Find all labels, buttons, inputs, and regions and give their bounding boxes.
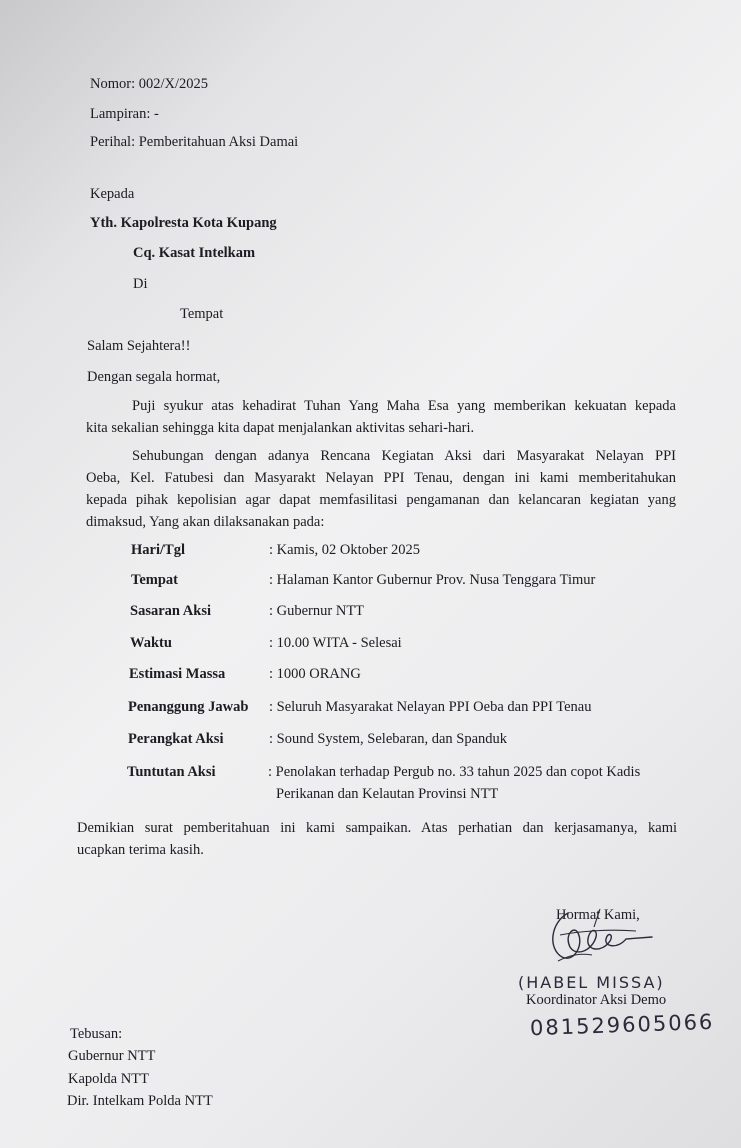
detail-label: Sasaran Aksi: [130, 603, 211, 619]
recipient-intro: Kepada: [90, 186, 135, 202]
detail-value: : Halaman Kantor Gubernur Prov. Nusa Tenggara Timur: [269, 572, 596, 588]
detail-value: : Gubernur NTT: [269, 603, 365, 619]
detail-value: : Kamis, 02 Oktober 2025: [269, 542, 421, 558]
detail-label: Tempat: [131, 572, 178, 588]
paragraph-1-line: kita sekalian sehingga kita dapat menjalankan aktivitas sehari-hari.: [86, 420, 475, 436]
paragraph-1-line: Puji syukur atas kehadirat Tuhan Yang Maha Esa yang memberikan kekuatan kepada: [132, 398, 676, 414]
detail-value: : Penolakan terhadap Pergub no. 33 tahun 2025 dan copot Kadis: [268, 764, 641, 780]
detail-value: : 10.00 WITA - Selesai: [269, 635, 402, 651]
closing-line: Demikian surat pemberitahuan ini kami sampaikan. Atas perhatian dan kerjasamanya, kami: [77, 820, 677, 836]
detail-label: Penanggung Jawab: [128, 699, 249, 715]
recipient-di: Di: [133, 276, 148, 292]
letter-number: Nomor: 002/X/2025: [90, 76, 209, 92]
recipient-name: Yth. Kapolresta Kota Kupang: [90, 215, 277, 231]
paragraph-2: [86, 445, 676, 533]
tebusan-item: Dir. Intelkam Polda NTT: [67, 1093, 213, 1109]
detail-label: Estimasi Massa: [129, 666, 226, 682]
recipient-place: Tempat: [180, 306, 224, 322]
subject-line: Perihal: Pemberitahuan Aksi Damai: [90, 134, 299, 150]
signature-name: (HABEL MISSA): [518, 973, 665, 992]
signature-phone: 081529605066: [529, 1009, 715, 1041]
signature-role: Koordinator Aksi Demo: [526, 992, 667, 1008]
tebusan-title: Tebusan:: [70, 1026, 123, 1042]
detail-value: : Sound System, Selebaran, dan Spanduk: [269, 731, 508, 747]
tebusan-item: Gubernur NTT: [68, 1048, 156, 1064]
detail-value-continued: Perikanan dan Kelautan Provinsi NTT: [276, 786, 499, 802]
tebusan-item: Kapolda NTT: [68, 1071, 149, 1087]
signature-scribble-icon: [540, 905, 670, 975]
paragraph-2-line: Sehubungan dengan adanya Rencana Kegiatan Aksi dari Masyarakat Nelayan PPI: [132, 448, 676, 464]
recipient-cq: Cq. Kasat Intelkam: [133, 245, 256, 261]
paragraph-2-line: kepada pihak kepolisian agar dapat memfasilitasi pengamanan dan kelancaran kegiatan yang: [86, 492, 676, 508]
detail-label: Waktu: [130, 635, 172, 651]
greeting-salam: Salam Sejahtera!!: [87, 338, 191, 354]
detail-value: : 1000 ORANG: [269, 666, 361, 682]
greeting-hormat: Dengan segala hormat,: [87, 369, 221, 385]
closing-paragraph: [77, 817, 677, 861]
detail-value: : Seluruh Masyarakat Nelayan PPI Oeba dan PPI Tenau: [269, 699, 592, 715]
detail-label: Hari/Tgl: [131, 542, 185, 558]
signature-greeting: Hormat Kami,: [556, 907, 640, 923]
attachment-line: Lampiran: -: [90, 106, 159, 122]
paragraph-2-line: dimaksud, Yang akan dilaksanakan pada:: [86, 514, 325, 530]
paragraph-2-line: Oeba, Kel. Fatubesi dan Masyarakt Nelayan PPI Tenau, dengan ini kami memberitahukan: [86, 470, 676, 486]
closing-line: ucapkan terima kasih.: [77, 842, 204, 858]
paragraph-1: [86, 395, 676, 439]
detail-label: Tuntutan Aksi: [127, 764, 216, 780]
detail-label: Perangkat Aksi: [128, 731, 224, 747]
